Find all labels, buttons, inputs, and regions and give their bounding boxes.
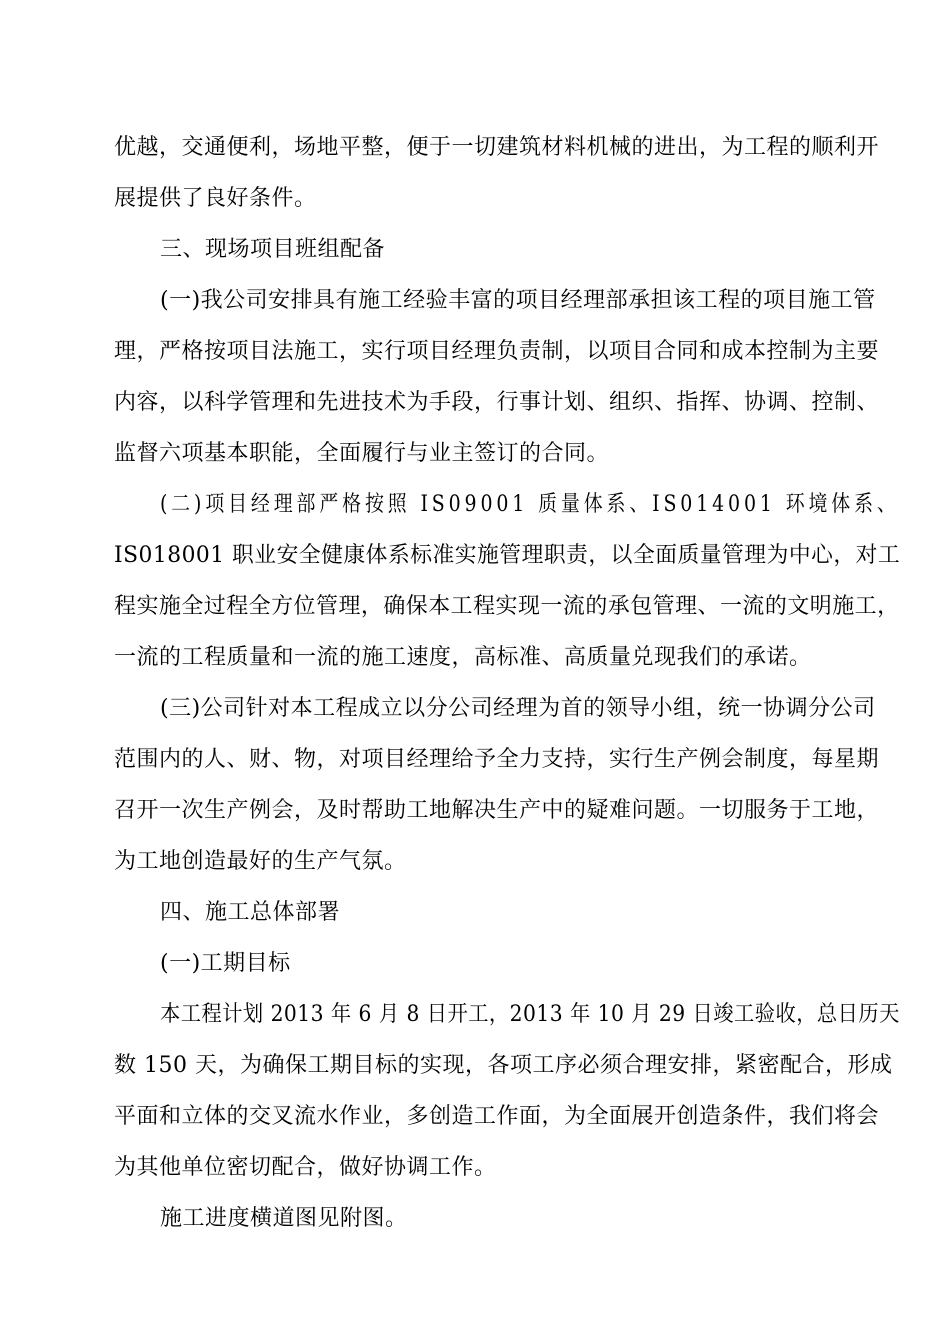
text-line: (一)我公司安排具有施工经验丰富的项目经理部承担该工程的项目施工管 <box>160 288 876 313</box>
text-line: 数 150 天，为确保工期目标的实现，各项工序必须合理安排，紧密配合，形成 <box>114 1053 893 1078</box>
text-line: (三)公司针对本工程成立以分公司经理为首的领导小组，统一协调分公司 <box>160 696 876 721</box>
text-line: (二)项目经理部严格按照 IS09001 质量体系、IS014001 环境体系、 <box>160 492 900 517</box>
text-line: 范围内的人、财、物，对项目经理给予全力支持，实行生产例会制度，每星期 <box>114 747 880 772</box>
text-line: IS018001 职业安全健康体系标准实施管理职责，以全面质量管理为中心，对工 <box>114 543 901 568</box>
subsection-heading: (一)工期目标 <box>160 951 291 976</box>
text-line: 施工进度横道图见附图。 <box>160 1206 408 1231</box>
text-line: 平面和立体的交叉流水作业，多创造工作面，为全面展开创造条件，我们将会 <box>114 1104 880 1129</box>
text-line: 本工程计划 2013 年 6 月 8 日开工，2013 年 10 月 29 日竣工验收，总日历天 <box>160 1002 900 1027</box>
text-line: 理，严格按项目法施工，实行项目经理负责制，以项目合同和成本控制为主要 <box>114 339 880 364</box>
text-line: 为工地创造最好的生产气氛。 <box>114 849 407 874</box>
text-line: 监督六项基本职能，全面履行与业主签订的合同。 <box>114 441 610 466</box>
text-line: 展提供了良好条件。 <box>114 186 317 211</box>
text-line: 一流的工程质量和一流的施工速度，高标准、高质量兑现我们的承诺。 <box>114 645 812 670</box>
text-line: 为其他单位密切配合，做好协调工作。 <box>114 1155 497 1180</box>
section-heading: 四、施工总体部署 <box>160 900 341 925</box>
text-line: 优越，交通便利，场地平整，便于一切建筑材料机械的进出，为工程的顺利开 <box>114 135 880 160</box>
text-line: 内容，以科学管理和先进技术为手段，行事计划、组织、指挥、协调、控制、 <box>114 390 880 415</box>
section-heading: 三、现场项目班组配备 <box>160 237 386 262</box>
text-line: 程实施全过程全方位管理，确保本工程实现一流的承包管理、一流的文明施工， <box>114 594 900 619</box>
text-line: 召开一次生产例会，及时帮助工地解决生产中的疑难问题。一切服务于工地， <box>114 798 880 823</box>
